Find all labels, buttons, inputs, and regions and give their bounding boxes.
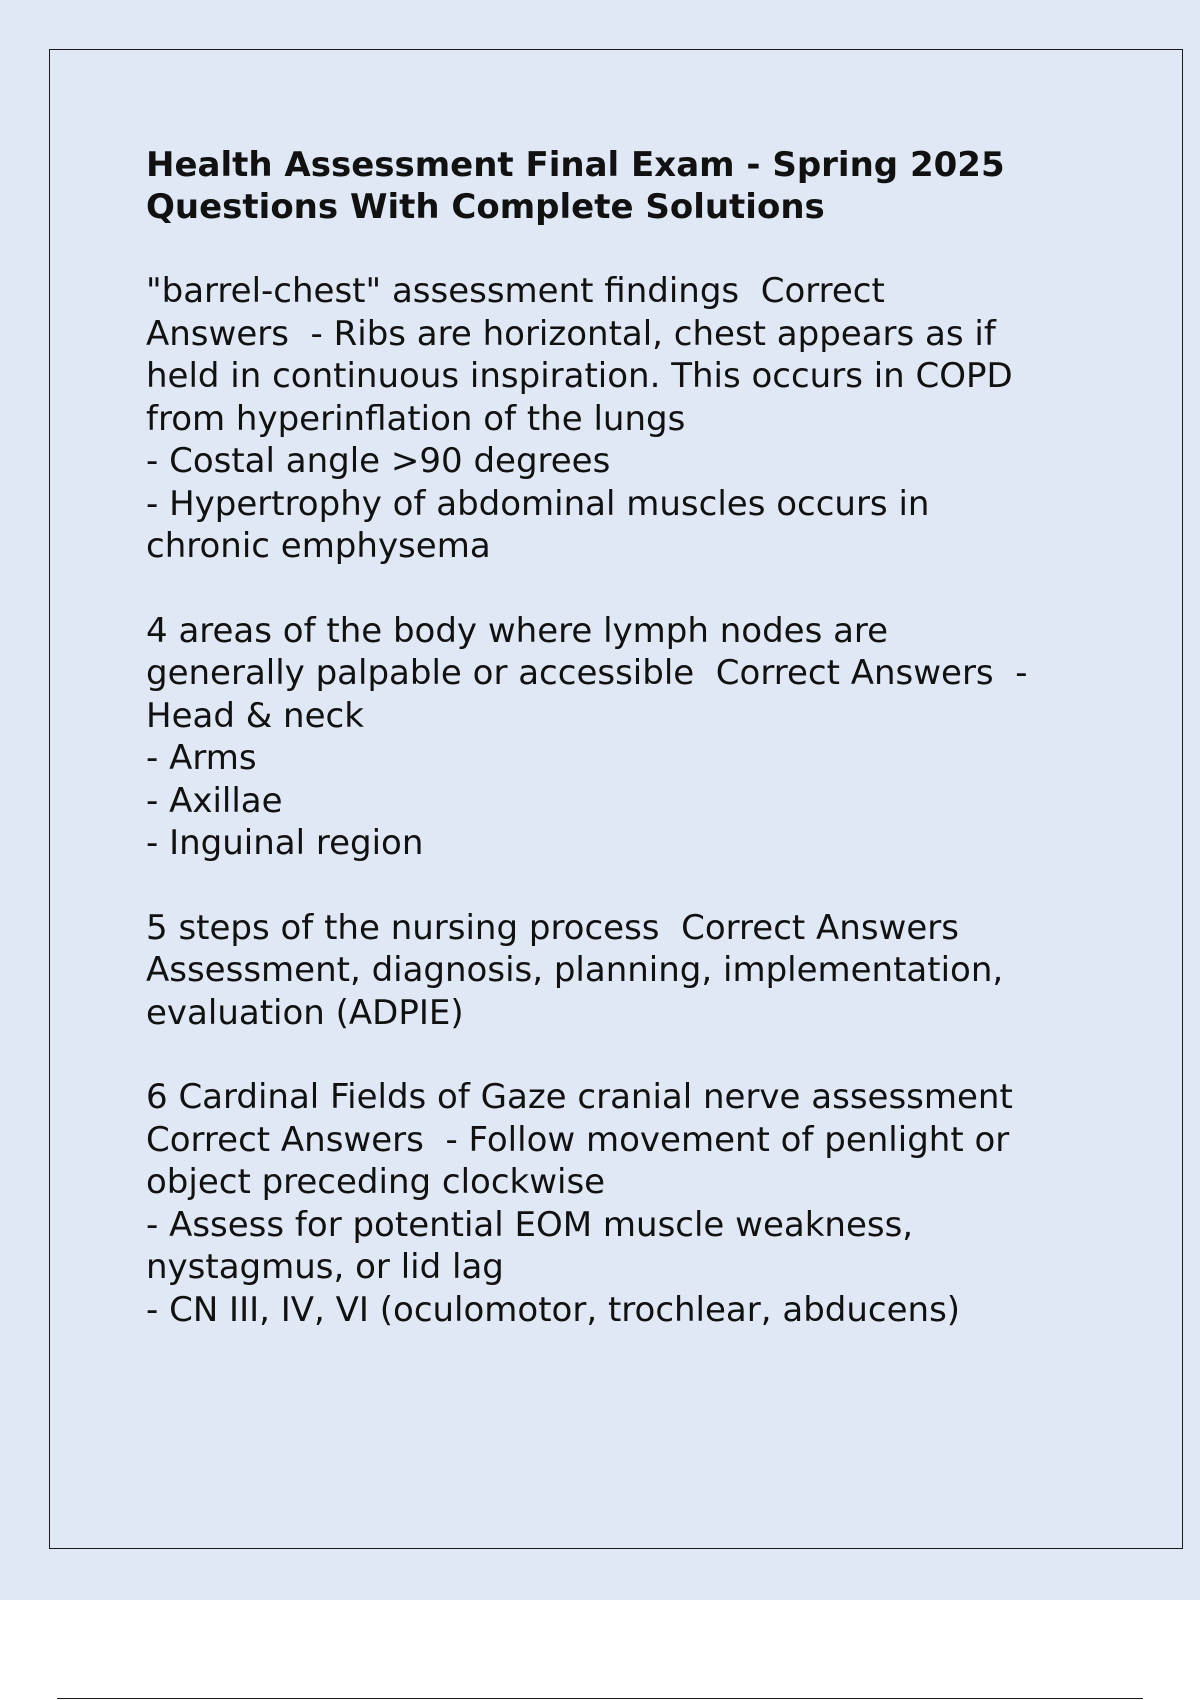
qa-list <box>146 270 1106 1331</box>
qa-text: 6 Cardinal Fields of Gaze cranial nerve assessment Correct Answers - Follow movement of penlight or object preceding clockwise - Assess for potential EOM muscle weakness, nystagmus, or lid lag - CN III, IV, VI (oculomotor, trochlear, abducens) <box>146 1077 1013 1330</box>
qa-item <box>146 1076 1106 1331</box>
qa-item <box>146 610 1106 865</box>
title-line-2: Questions With Complete Solutions <box>146 187 825 227</box>
title-line-1: Health Assessment Final Exam - Spring 2025 <box>146 145 1005 185</box>
qa-text: 4 areas of the body where lymph nodes are generally palpable or accessible Correct Answers - Head & neck - Arms - Axillae - Inguinal region <box>146 610 1028 863</box>
qa-text: "barrel-chest" assessment findings Correct Answers - Ribs are horizontal, chest appears as if held in continuous inspiration. This occurs in COPD from hyperinflation of the lungs - Costal angle >90 degrees - Hypertrophy of abdominal muscles occurs in chronic emphysema <box>146 271 1013 566</box>
document-title <box>146 144 1106 228</box>
qa-item <box>146 270 1106 568</box>
qa-text: 5 steps of the nursing process Correct Answers Assessment, diagnosis, planning, implementation, evaluation (ADPIE) <box>146 907 1004 1033</box>
document-body <box>146 144 1106 1331</box>
qa-item <box>146 907 1106 1035</box>
page-divider <box>57 1698 1143 1699</box>
